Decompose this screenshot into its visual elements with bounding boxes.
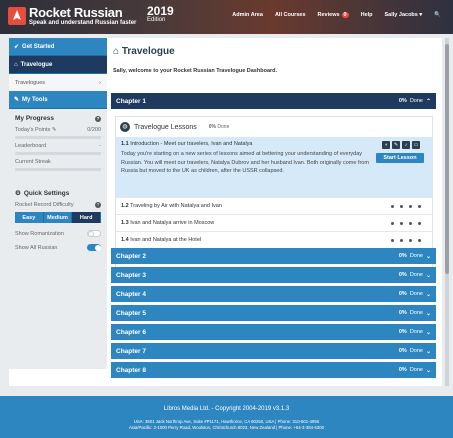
done-label: Done bbox=[409, 367, 423, 373]
chapter-6-header[interactable] bbox=[111, 324, 436, 340]
sidebar-subitem-travelogues[interactable] bbox=[9, 74, 107, 91]
rocket-logo-icon[interactable] bbox=[8, 7, 26, 25]
top-header bbox=[0, 0, 453, 34]
help-icon[interactable]: ? bbox=[96, 202, 100, 207]
leaderboard-row[interactable] bbox=[15, 143, 101, 149]
pencil-icon[interactable]: ✎ bbox=[51, 127, 57, 133]
lessons-progress bbox=[209, 124, 230, 130]
romanization-toggle[interactable] bbox=[87, 230, 101, 237]
chapter-label: Chapter 7 bbox=[116, 347, 146, 355]
lesson-item[interactable] bbox=[116, 214, 432, 231]
lesson-description: Today you're starting on a new series of lessons aimed at bettering your understanding of everyday Russian. You will meet our travelers, Natalya Dubrov and her husband Ivan. Both originally come from Russia but moved to the UK as children, after the USSR collapsed. bbox=[121, 151, 369, 174]
chapter-7-header[interactable] bbox=[111, 343, 436, 359]
page-title bbox=[113, 46, 175, 57]
chapter-2-header[interactable] bbox=[111, 248, 436, 264]
leaderboard-bar bbox=[15, 152, 101, 155]
ear-icon[interactable]: ◖ bbox=[382, 141, 390, 149]
lesson-progress-dots bbox=[391, 205, 427, 208]
difficulty-hard-button[interactable]: Hard bbox=[72, 212, 101, 223]
sidebar-subitem-label: Travelogues bbox=[15, 79, 46, 86]
edition-label: Edition bbox=[147, 17, 166, 23]
difficulty-row bbox=[15, 202, 101, 208]
romanization-row bbox=[15, 230, 101, 237]
leaderboard-value: - bbox=[99, 143, 101, 149]
lesson-item[interactable] bbox=[116, 197, 432, 214]
lessons-title: Travelogue Lessons bbox=[134, 123, 197, 131]
home-icon: ⌂ bbox=[14, 61, 18, 68]
footer-address-apac: Asia/Pacific: 2-1000 Perry Road, Woolston, Christchurch 8023, New Zealand | Phone: +64-3-384-6300 bbox=[128, 425, 325, 430]
today-points-label: Today's Points bbox=[15, 127, 51, 133]
user-name: Sally Jacobs bbox=[384, 12, 418, 18]
chapter-label: Chapter 1 bbox=[116, 97, 146, 105]
scrollbar-thumb[interactable] bbox=[445, 44, 449, 274]
gear-icon: ⚙ bbox=[15, 190, 21, 197]
nav-admin-area[interactable]: Admin Area bbox=[232, 12, 263, 18]
chapter-5-header[interactable] bbox=[111, 305, 436, 321]
chapter-percent: 0% bbox=[398, 367, 407, 373]
toggle-knob bbox=[95, 245, 101, 251]
done-label: Done bbox=[409, 253, 423, 259]
brand-subtitle: Speak and understand Russian faster bbox=[29, 20, 137, 26]
brand-title[interactable]: Rocket Russian bbox=[29, 5, 123, 20]
chevron-down-icon: ⌄ bbox=[425, 310, 431, 317]
chevron-down-icon: ⌄ bbox=[425, 291, 431, 298]
all-russian-row bbox=[15, 244, 101, 251]
chapter-percent: 0% bbox=[398, 291, 407, 297]
difficulty-selector bbox=[15, 212, 101, 223]
pencil-icon[interactable]: ✎ bbox=[393, 142, 399, 148]
streak-bar bbox=[15, 168, 101, 171]
lesson-number: 1.3 bbox=[121, 220, 129, 226]
sidebar-item-get-started[interactable] bbox=[9, 38, 107, 56]
leaderboard-label: Leaderboard bbox=[15, 143, 47, 149]
quick-settings-title: Quick Settings bbox=[23, 189, 70, 197]
progress-title-row bbox=[15, 115, 101, 122]
nav-help[interactable]: Help bbox=[360, 12, 373, 18]
chapter-label: Chapter 4 bbox=[116, 290, 146, 298]
lesson-number: 1.4 bbox=[121, 237, 129, 243]
search-icon[interactable]: 🔍 bbox=[434, 12, 441, 18]
chevron-down-icon: ⌄ bbox=[425, 253, 431, 260]
chevron-down-icon: ⌄ bbox=[425, 272, 431, 279]
chapter-label: Chapter 2 bbox=[116, 252, 146, 260]
chapter-percent: 0% bbox=[398, 348, 407, 354]
chapter-percent: 0% bbox=[398, 329, 407, 335]
chapter-percent: 0% bbox=[398, 272, 407, 278]
lesson-progress-dots bbox=[391, 239, 427, 242]
chapter-label: Chapter 5 bbox=[116, 309, 146, 317]
chevron-down-icon: ⌄ bbox=[425, 329, 431, 336]
sidebar-item-label: Travelogue bbox=[20, 61, 53, 68]
microphone-icon[interactable]: ♪ bbox=[402, 141, 410, 149]
chapter-percent: 0% bbox=[398, 98, 407, 104]
done-label: Done bbox=[409, 329, 423, 335]
footer-copyright: Libros Media Ltd. - Copyright 2004-2019 v3.1.3 bbox=[163, 406, 290, 412]
edition-year: 2019 bbox=[147, 4, 174, 18]
lessons-percent: 0% bbox=[208, 124, 217, 130]
wrench-icon: ✎ bbox=[14, 97, 20, 103]
lesson-title-text: Ivan and Natalya at the Hotel bbox=[130, 237, 202, 243]
lesson-number: 1.1 bbox=[121, 141, 129, 147]
sidebar bbox=[9, 38, 107, 386]
sidebar-item-travelogue[interactable] bbox=[9, 56, 107, 74]
lesson-item-active[interactable] bbox=[116, 137, 432, 197]
top-nav bbox=[232, 12, 441, 18]
edition-badge bbox=[147, 5, 174, 23]
globe-icon: ◍ bbox=[120, 122, 130, 132]
page-scrollbar[interactable] bbox=[445, 38, 449, 386]
today-points-bar bbox=[15, 136, 101, 139]
home-icon: ⌂ bbox=[113, 46, 120, 57]
sidebar-item-label: Get Started bbox=[22, 43, 55, 50]
page-title-text: Travelogue bbox=[121, 46, 175, 57]
start-lesson-button[interactable]: Start Lesson bbox=[376, 153, 424, 163]
romanization-label: Show Romanization bbox=[15, 230, 64, 237]
lesson-title-text: Ivan and Natalya arrive in Moscow bbox=[130, 220, 215, 226]
today-points-row bbox=[15, 127, 101, 133]
progress-panel bbox=[9, 109, 107, 183]
quick-settings-panel bbox=[9, 183, 107, 369]
chapter-percent: 0% bbox=[398, 310, 407, 316]
rocket-icon: ➶ bbox=[14, 44, 20, 50]
lesson-title-text: Introduction - Meet our travelers, Ivan and Natalya bbox=[130, 141, 253, 147]
chevron-right-icon: › bbox=[99, 79, 101, 86]
chapter-8-header[interactable] bbox=[111, 362, 436, 378]
chapter-3-header[interactable] bbox=[111, 267, 436, 283]
main-content bbox=[107, 38, 442, 386]
footer bbox=[0, 396, 453, 438]
chevron-up-icon: ⌃ bbox=[425, 98, 431, 105]
chapter-4-header[interactable] bbox=[111, 286, 436, 302]
quick-settings-title-row bbox=[15, 189, 101, 197]
difficulty-label: Rocket Record Difficulty bbox=[15, 202, 74, 208]
toggle-knob bbox=[88, 231, 94, 237]
done-label: Done bbox=[409, 310, 423, 316]
chapter-label: Chapter 3 bbox=[116, 271, 146, 279]
nav-all-courses[interactable]: All Courses bbox=[274, 12, 306, 18]
lesson-item[interactable] bbox=[116, 231, 432, 248]
lesson-title-text: Traveling by Air with Natalya and Ivan bbox=[130, 203, 222, 209]
welcome-message: Sally, welcome to your Rocket Russian Travelogue Dashboard. bbox=[113, 68, 278, 74]
streak-row bbox=[15, 159, 101, 165]
nav-reviews-label: Reviews bbox=[317, 12, 340, 18]
done-label: Done bbox=[409, 98, 423, 104]
sidebar-item-my-tools[interactable] bbox=[9, 91, 107, 109]
chevron-down-icon: ⌄ bbox=[425, 367, 431, 374]
today-points-value: 0/200 bbox=[87, 127, 101, 133]
difficulty-easy-button[interactable]: Easy bbox=[15, 212, 44, 223]
lesson-progress-dots bbox=[391, 222, 427, 225]
done-label: Done bbox=[409, 291, 423, 297]
done-label: Done bbox=[217, 124, 230, 130]
footer-address-usa: USA: 3501 Jack Northrop Ave, Suite #P1171, Hawthorne, CA 90250, USA | Phone: 310-601-4956 bbox=[133, 419, 320, 424]
lesson-tool-icons bbox=[382, 141, 420, 149]
all-russian-label: Show All Russian bbox=[15, 244, 58, 251]
done-label: Done bbox=[409, 272, 423, 278]
nav-reviews[interactable] bbox=[318, 12, 349, 18]
chevron-down-icon: ▾ bbox=[419, 12, 423, 18]
card-icon[interactable]: ▭ bbox=[413, 142, 419, 148]
chapter-label: Chapter 8 bbox=[116, 366, 146, 374]
done-label: Done bbox=[409, 348, 423, 354]
help-icon[interactable]: ? bbox=[96, 115, 100, 121]
all-russian-toggle[interactable] bbox=[87, 244, 101, 251]
chevron-down-icon: ⌄ bbox=[425, 348, 431, 355]
chapter-label: Chapter 6 bbox=[116, 328, 146, 336]
lessons-header bbox=[116, 117, 432, 137]
progress-title: My Progress bbox=[15, 115, 55, 122]
nav-user-menu[interactable] bbox=[385, 12, 423, 18]
chapter-percent: 0% bbox=[398, 253, 407, 259]
footer-address bbox=[0, 419, 453, 431]
sidebar-item-label: My Tools bbox=[22, 96, 48, 103]
difficulty-medium-button[interactable]: Medium bbox=[44, 212, 73, 223]
lesson-number: 1.2 bbox=[121, 203, 129, 209]
reviews-count-badge: 0 bbox=[343, 12, 347, 18]
streak-label: Current Streak bbox=[15, 159, 51, 165]
chapter-1-header[interactable] bbox=[111, 93, 436, 109]
